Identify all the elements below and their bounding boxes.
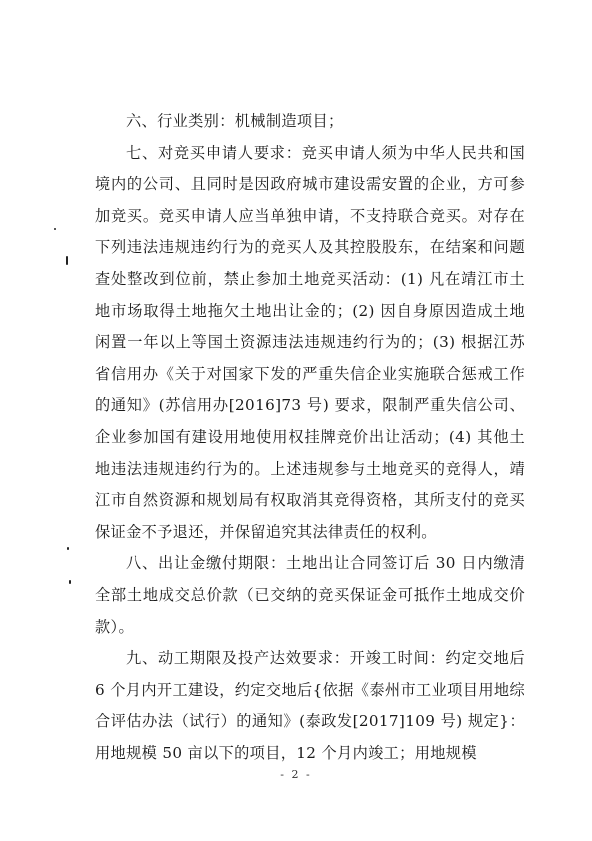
paragraph-applicant-requirements: 七、对竞买申请人要求：竞买申请人须为中华人民共和国境内的公司、且同时是因政府城市建设需安置的企业，方可参加竞买。竞买申请人应当单独申请，不支持联合竞买。对存在下列违法违规违约行为的竞买人及其控股股东，在结案和问题查处整改到位前，禁止参加土地竞买活动：(1) 凡在靖江市土地市场取得土地拖欠土地出让金的；(2) 因自身原因造成土地闲置一年以上等国土资源违法违规违约行为的；(3) 根据江苏省信用办《关于对国家下发的严重失信企业实施联合惩戒工作的通知》(苏信用办[2016]73 号) 要求，限制严重失信公司、企业参加国有建设用地使用权挂牌竞价出让活动；(4) 其他土地违法违规违约行为的。上述违规参与土地竞买的竞得人，靖江市自然资源和规划局有权取消其竞得资格，其所支付的竞买保证金不予退还，并保留追究其法律责任的权利。 (95, 143, 525, 541)
page-number: - 2 - (280, 768, 312, 781)
document-body (95, 106, 525, 769)
paragraph-construction-deadline: 九、动工期限及投产达效要求：开竣工时间：约定交地后 6 个月内开工建设，约定交地后{依据《泰州市工业项目用地综合评估办法（试行）的通知》(泰政发[2017]109 号) 规定}：用地规模 50 亩以下的项目，12 个月内竣工；用地规模 (95, 649, 525, 762)
scan-speck (66, 256, 68, 265)
paragraph-payment-deadline: 八、出让金缴付期限：土地出让合同签订后 30 日内缴清全部土地成交总价款（已交纳的竞买保证金可抵作土地成交价款）。 (95, 554, 525, 636)
scan-speck (69, 580, 71, 584)
scan-speck (67, 547, 69, 550)
scan-speck (54, 228, 56, 230)
paragraph-industry-category: 六、行业类别：机械制造项目； (126, 112, 344, 130)
